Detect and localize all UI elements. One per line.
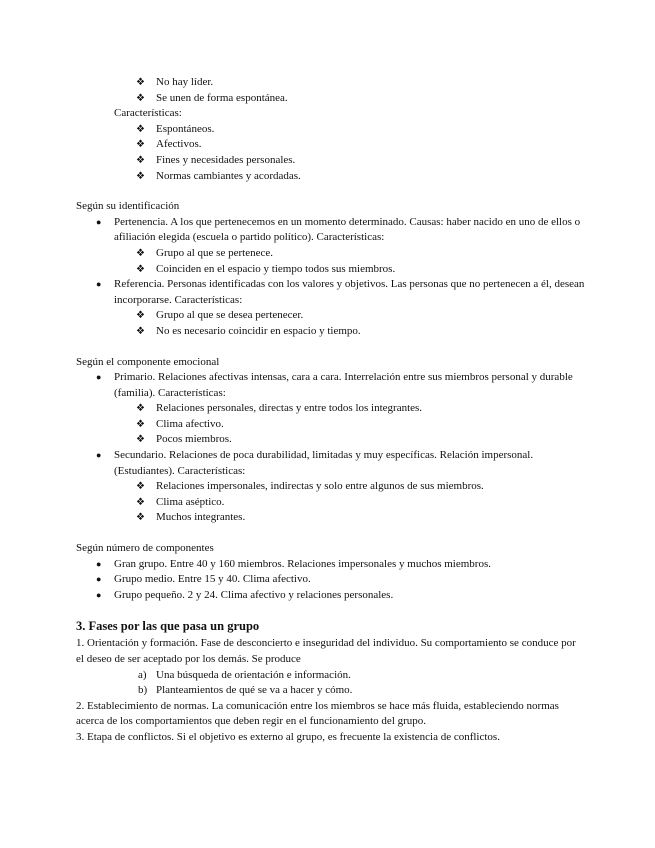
sub-item: ❖ Relaciones personales, directas y entre todos los integrantes.: [76, 401, 585, 417]
section-numero-componentes: [76, 541, 585, 603]
phase-list-item: b) Planteamientos de qué se va a hacer y cómo.: [76, 683, 585, 699]
section-identificacion: [76, 199, 585, 339]
intro-block: [76, 75, 585, 184]
bullet-item: ● Primario. Relaciones afectivas intensas, cara a cara. Interrelación entre sus miembros personal y durable (familia). Características:: [96, 371, 573, 399]
sub-item: ❖ Clima aséptico.: [76, 495, 585, 511]
sub-item: ❖ Muchos integrantes.: [76, 510, 585, 526]
diamond-bullet-icon: ❖: [136, 154, 145, 166]
dot-bullet-icon: ●: [96, 279, 102, 290]
intro-label: Características:: [114, 107, 182, 120]
bullet-item: ● Grupo pequeño. 2 y 24. Clima afectivo y relaciones personales.: [76, 588, 585, 604]
sub-item: ❖ Coinciden en el espacio y tiempo todos sus miembros.: [76, 262, 585, 278]
phase-paragraph-2: 2. Establecimiento de normas. La comunicación entre los miembros se hace más fluida, estableciendo normas acerca de los comportamientos que deben regir en el funcionamiento del grupo.: [76, 699, 559, 728]
diamond-bullet-icon: ❖: [136, 310, 145, 322]
diamond-bullet-icon: ❖: [136, 325, 145, 337]
intro-item: ❖ No hay líder.: [76, 75, 585, 91]
diamond-bullet-icon: ❖: [136, 481, 145, 493]
bullet-item: ● Grupo medio. Entre 15 y 40. Clima afectivo.: [76, 572, 585, 588]
diamond-bullet-icon: ❖: [136, 403, 145, 415]
diamond-bullet-icon: ❖: [136, 139, 145, 151]
section-heading: Según su identificación: [76, 200, 180, 213]
sub-item: ❖ Grupo al que se pertenece.: [76, 246, 585, 262]
diamond-bullet-icon: ❖: [136, 170, 145, 182]
sub-item: ❖ Pocos miembros.: [76, 432, 585, 448]
intro-item: ❖ Se unen de forma espontánea.: [76, 91, 585, 107]
phase-paragraph-3: 3. Etapa de conflictos. Si el objetivo es externo al grupo, es frecuente la existencia de conflictos.: [76, 730, 500, 743]
diamond-bullet-icon: ❖: [136, 496, 145, 508]
dot-bullet-icon: ●: [96, 372, 102, 383]
section-componente-emocional: [76, 355, 585, 527]
diamond-bullet-icon: ❖: [136, 512, 145, 524]
dot-bullet-icon: ●: [96, 574, 102, 585]
sub-item: ❖ Clima afectivo.: [76, 417, 585, 433]
bullet-item: ● Pertenencia. A los que pertenecemos en un momento determinado. Causas: haber nacido en uno de ellos o afiliación elegida (escuela o partido político). Características:: [96, 215, 581, 244]
sub-item: ❖ Grupo al que se desea pertenecer.: [76, 308, 585, 324]
diamond-bullet-icon: ❖: [136, 92, 145, 104]
list-label: b): [138, 684, 148, 697]
bullet-item: ● Secundario. Relaciones de poca durabilidad, limitadas y muy específicas. Relación impersonal. (Estudiantes). Características:: [96, 449, 534, 477]
intro-char: ❖ Espontáneos.: [76, 122, 585, 138]
bullet-item: ● Gran grupo. Entre 40 y 160 miembros. Relaciones impersonales y muchos miembros.: [76, 557, 585, 573]
dot-bullet-icon: ●: [96, 589, 102, 600]
phase-list-item: a) Una búsqueda de orientación e información.: [76, 668, 585, 684]
diamond-bullet-icon: ❖: [136, 77, 145, 88]
dot-bullet-icon: ●: [96, 558, 102, 569]
intro-char: ❖ Fines y necesidades personales.: [76, 153, 585, 169]
diamond-bullet-icon: ❖: [136, 263, 145, 275]
sub-item: ❖ No es necesario coincidir en espacio y tiempo.: [76, 324, 585, 340]
sub-item: ❖ Relaciones impersonales, indirectas y solo entre algunos de sus miembros.: [76, 479, 585, 495]
phase-paragraph-1: 1. Orientación y formación. Fase de desconcierto e inseguridad del individuo. Su comportamiento se conduce por el deseo de ser aceptado por los demás. Se produce: [76, 637, 576, 665]
intro-char: ❖ Afectivos.: [76, 137, 585, 153]
intro-char: ❖ Normas cambiantes y acordadas.: [76, 169, 585, 185]
diamond-bullet-icon: ❖: [136, 123, 145, 135]
phases-title: 3. Fases por las que pasa un grupo: [76, 619, 260, 634]
bullet-item: ● Referencia. Personas identificadas con los valores y objetivos. Las personas que no pertenecen a él, desean incorporarse. Características:: [96, 278, 585, 306]
diamond-bullet-icon: ❖: [136, 418, 145, 430]
diamond-bullet-icon: ❖: [136, 247, 145, 259]
dot-bullet-icon: ●: [96, 216, 102, 227]
list-label: a): [138, 668, 147, 681]
section-heading: Según número de componentes: [76, 542, 214, 555]
section-heading: Según el componente emocional: [76, 355, 220, 368]
phases-section: [76, 618, 585, 745]
dot-bullet-icon: ●: [96, 450, 102, 461]
diamond-bullet-icon: ❖: [136, 434, 145, 446]
